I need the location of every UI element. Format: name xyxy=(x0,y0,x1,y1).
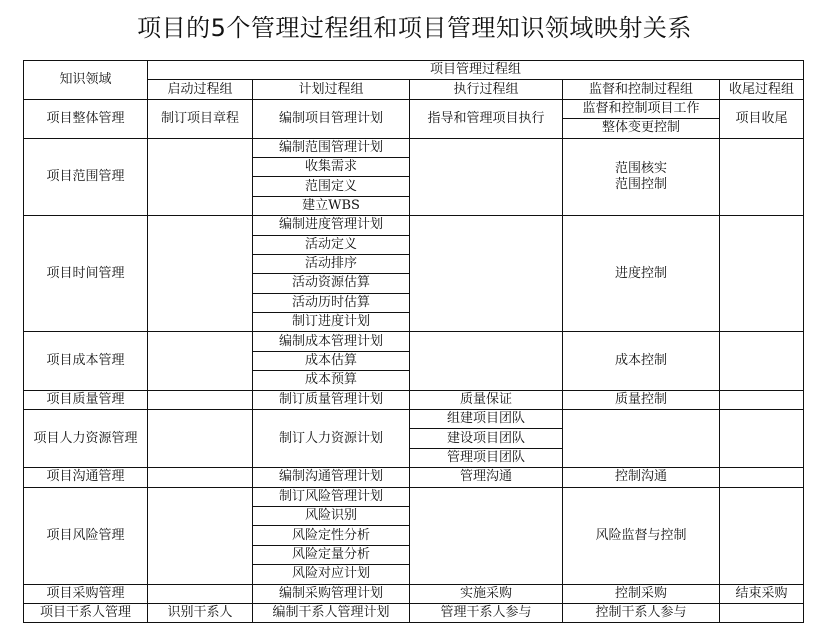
cell-hr-executing-3: 管理项目团队 xyxy=(410,448,563,467)
cell-procurement-closing: 结束采购 xyxy=(720,584,804,603)
cell-cost-closing xyxy=(720,332,804,390)
cell-scope-planning-4: 建立WBS xyxy=(253,196,410,215)
area-scope: 项目范围管理 xyxy=(24,138,148,216)
cell-time-planning-6: 制订进度计划 xyxy=(253,313,410,332)
cell-time-planning-4: 活动资源估算 xyxy=(253,274,410,293)
cell-stakeholder-executing: 管理干系人参与 xyxy=(410,603,563,622)
table-row-risk xyxy=(24,487,804,506)
cell-integration-monitoring-1: 监督和控制项目工作 xyxy=(563,99,720,118)
cell-procurement-executing: 实施采购 xyxy=(410,584,563,603)
cell-communication-initiating xyxy=(148,468,253,487)
header-closing: 收尾过程组 xyxy=(720,80,804,99)
cell-time-initiating xyxy=(148,216,253,332)
cell-procurement-planning: 编制采购管理计划 xyxy=(253,584,410,603)
header-monitoring: 监督和控制过程组 xyxy=(563,80,720,99)
cell-time-closing xyxy=(720,216,804,332)
area-integration: 项目整体管理 xyxy=(24,99,148,138)
cell-communication-planning: 编制沟通管理计划 xyxy=(253,468,410,487)
cell-risk-planning-1: 制订风险管理计划 xyxy=(253,487,410,506)
cell-hr-monitoring xyxy=(563,410,720,468)
header-executing: 执行过程组 xyxy=(410,80,563,99)
cell-stakeholder-monitoring: 控制干系人参与 xyxy=(563,603,720,622)
cell-risk-closing xyxy=(720,487,804,584)
cell-integration-closing: 项目收尾 xyxy=(720,99,804,138)
area-procurement: 项目采购管理 xyxy=(24,584,148,603)
cell-communication-closing xyxy=(720,468,804,487)
cell-hr-closing xyxy=(720,410,804,468)
area-hr: 项目人力资源管理 xyxy=(24,410,148,468)
cell-quality-initiating xyxy=(148,390,253,409)
cell-scope-planning-3: 范围定义 xyxy=(253,177,410,196)
cell-communication-monitoring: 控制沟通 xyxy=(563,468,720,487)
cell-stakeholder-planning: 编制干系人管理计划 xyxy=(253,603,410,622)
cell-time-executing xyxy=(410,216,563,332)
cell-quality-planning: 制订质量管理计划 xyxy=(253,390,410,409)
page-title: 项目的5个管理过程组和项目管理知识领域映射关系 xyxy=(137,14,692,42)
cell-quality-executing: 质量保证 xyxy=(410,390,563,409)
scope-monitoring-2: 范围控制 xyxy=(614,176,667,192)
cell-risk-initiating xyxy=(148,487,253,584)
cell-scope-initiating xyxy=(148,138,253,216)
table-row-scope xyxy=(24,138,804,157)
area-communication: 项目沟通管理 xyxy=(24,468,148,487)
cell-cost-executing xyxy=(410,332,563,390)
header-initiating: 启动过程组 xyxy=(148,80,253,99)
cell-cost-planning-1: 编制成本管理计划 xyxy=(253,332,410,351)
cell-cost-planning-2: 成本估算 xyxy=(253,351,410,370)
header-planning: 计划过程组 xyxy=(253,80,410,99)
table-row-quality xyxy=(24,390,804,409)
cell-cost-monitoring: 成本控制 xyxy=(563,332,720,390)
cell-hr-executing-1: 组建项目团队 xyxy=(410,410,563,429)
table-row-time xyxy=(24,216,804,235)
cell-time-planning-2: 活动定义 xyxy=(253,235,410,254)
area-stakeholder: 项目干系人管理 xyxy=(24,603,148,622)
cell-time-planning-1: 编制进度管理计划 xyxy=(253,216,410,235)
cell-scope-planning-1: 编制范围管理计划 xyxy=(253,138,410,157)
cell-integration-initiating: 制订项目章程 xyxy=(148,99,253,138)
table-row-stakeholder xyxy=(24,603,804,622)
cell-hr-initiating xyxy=(148,410,253,468)
cell-risk-planning-4: 风险定量分析 xyxy=(253,545,410,564)
cell-communication-executing: 管理沟通 xyxy=(410,468,563,487)
cell-hr-executing-2: 建设项目团队 xyxy=(410,429,563,448)
cell-stakeholder-closing xyxy=(720,603,804,622)
cell-quality-monitoring: 质量控制 xyxy=(563,390,720,409)
area-time: 项目时间管理 xyxy=(24,216,148,332)
cell-hr-planning: 制订人力资源计划 xyxy=(253,410,410,468)
area-risk: 项目风险管理 xyxy=(24,487,148,584)
cell-procurement-monitoring: 控制采购 xyxy=(563,584,720,603)
scope-monitoring-1: 范围核实 xyxy=(614,160,667,176)
table-row-cost xyxy=(24,332,804,351)
cell-integration-executing: 指导和管理项目执行 xyxy=(410,99,563,138)
header-row-1 xyxy=(24,61,804,80)
cell-scope-executing xyxy=(410,138,563,216)
table-row-communication xyxy=(24,468,804,487)
cell-stakeholder-initiating: 识别干系人 xyxy=(148,603,253,622)
area-cost: 项目成本管理 xyxy=(24,332,148,390)
cell-risk-planning-5: 风险对应计划 xyxy=(253,565,410,584)
cell-scope-planning-2: 收集需求 xyxy=(253,157,410,176)
cell-scope-closing xyxy=(720,138,804,216)
header-knowledge-area: 知识领域 xyxy=(24,61,148,100)
cell-cost-initiating xyxy=(148,332,253,390)
cell-risk-planning-3: 风险定性分析 xyxy=(253,526,410,545)
cell-time-planning-5: 活动历时估算 xyxy=(253,293,410,312)
cell-time-planning-3: 活动排序 xyxy=(253,254,410,273)
table-row-hr xyxy=(24,410,804,429)
cell-risk-monitoring: 风险监督与控制 xyxy=(563,487,720,584)
header-process-groups: 项目管理过程组 xyxy=(148,61,804,80)
cell-cost-planning-3: 成本预算 xyxy=(253,371,410,390)
area-quality: 项目质量管理 xyxy=(24,390,148,409)
table-row-integration xyxy=(24,99,804,118)
mapping-table xyxy=(23,60,804,623)
cell-procurement-initiating xyxy=(148,584,253,603)
cell-integration-planning: 编制项目管理计划 xyxy=(253,99,410,138)
cell-risk-planning-2: 风险识别 xyxy=(253,506,410,525)
cell-scope-monitoring xyxy=(563,138,720,216)
table-row-procurement xyxy=(24,584,804,603)
cell-integration-monitoring-2: 整体变更控制 xyxy=(563,119,720,138)
cell-quality-closing xyxy=(720,390,804,409)
cell-time-monitoring: 进度控制 xyxy=(563,216,720,332)
cell-risk-executing xyxy=(410,487,563,584)
